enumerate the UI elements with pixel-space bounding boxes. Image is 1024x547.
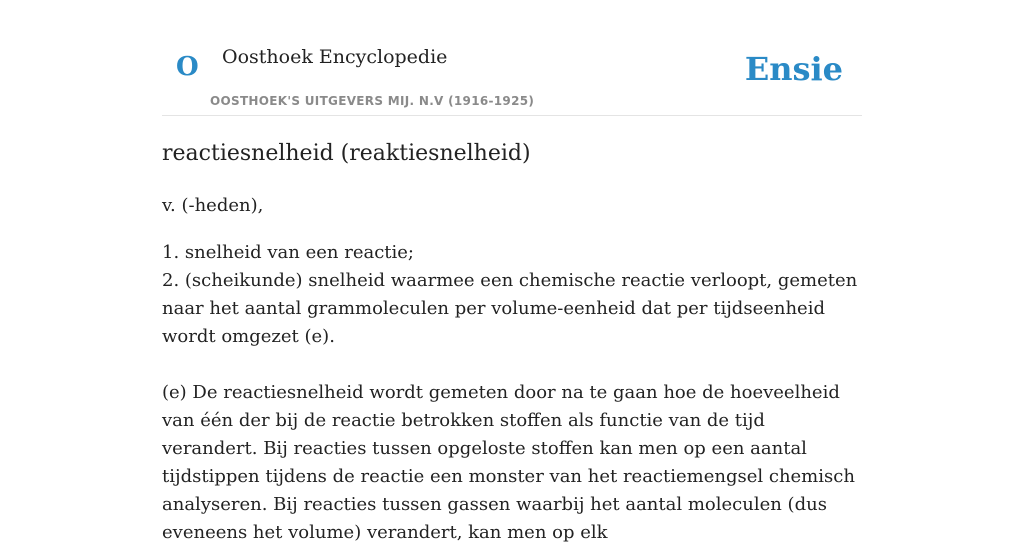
publisher-subtitle: OOSTHOEK'S UITGEVERS MIJ. N.V (1916-1925) (210, 94, 535, 108)
encyclopedic-note: (e) De reactiesnelheid wordt gemeten door na te gaan hoe de hoeveelheid van één der bij de reactie betrokken stoffen als functie van de tijd verandert. Bij reacties tussen opgeloste stoffen kan men op een aantal tijdstippen tijdens de reactie een monster van het reactiemengsel chemisch analyseren. Bij reacties tussen gassen waarbij het aantal moleculen (dus eveneens het volume) verandert, kan men op elk (162, 382, 855, 543)
sense-item: 2. (scheikunde) snelheid waarmee een chemische reactie verloopt, gemeten naar het aantal grammoleculen per volume-eenheid dat per tijdseenheid wordt omgezet (e). (162, 270, 858, 347)
sense-list (162, 239, 864, 351)
sense-item: 1. snelheid van een reactie; (162, 242, 414, 263)
header (162, 30, 862, 116)
entry-content (162, 138, 864, 547)
entry-headword: reactiesnelheid (reaktiesnelheid) (162, 141, 531, 166)
book-title-link[interactable]: Oosthoek Encyclopedie (222, 46, 448, 68)
book-logo[interactable]: O (176, 52, 199, 82)
grammar-info: v. (-heden), (162, 195, 264, 216)
ensie-logo-link[interactable]: Ensie (744, 50, 843, 88)
